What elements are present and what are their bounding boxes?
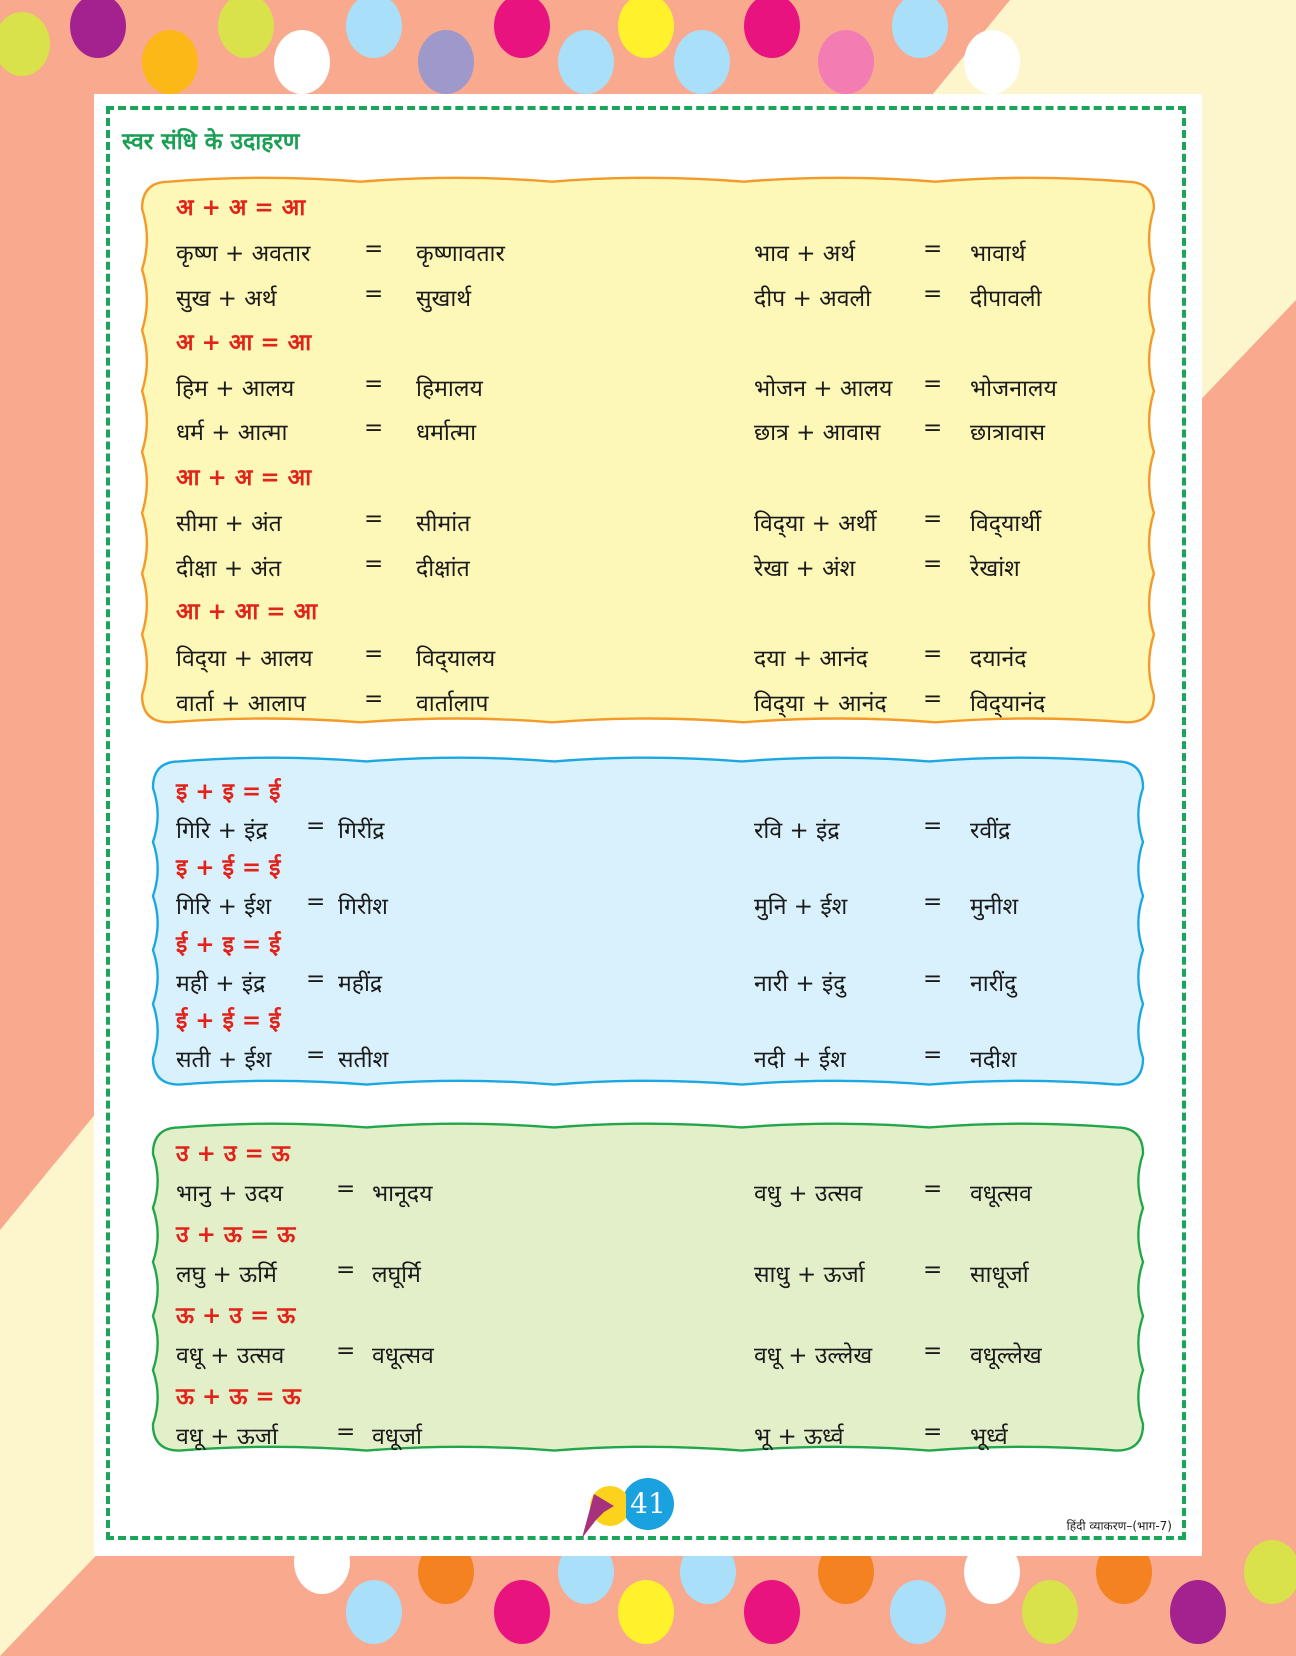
example-left-equals: = <box>364 551 384 577</box>
example-right-result: नदीश <box>970 1047 1017 1073</box>
example-left-equals: = <box>306 813 326 839</box>
example-left-equals: = <box>364 281 384 307</box>
rule-heading: अ + अ = आ <box>176 195 306 221</box>
example-left-equals: = <box>336 1338 356 1364</box>
rule-heading: ऊ + ऊ = ऊ <box>176 1384 301 1410</box>
example-left-term: वधू + उत्सव <box>176 1343 285 1369</box>
example-left-result: सतीश <box>338 1047 389 1073</box>
example-left-result: गिरींद्र <box>338 818 385 844</box>
example-right-result: वधूल्लेख <box>970 1343 1042 1369</box>
example-left-result: वार्तालाप <box>416 691 489 717</box>
example-left-term: दीक्षा + अंत <box>176 556 282 582</box>
example-right-equals: = <box>923 371 943 397</box>
rule-heading: इ + ई = ई <box>176 855 281 881</box>
example-right-result: विद्‌यानंद <box>970 691 1046 717</box>
example-left-result: कृष्णावतार <box>416 241 505 267</box>
example-left-result: हिमालय <box>416 376 483 402</box>
example-right-result: छात्रावास <box>970 420 1046 446</box>
example-right-term: भाव + अर्थ <box>754 241 856 267</box>
example-right-equals: = <box>923 281 943 307</box>
example-right-equals: = <box>923 551 943 577</box>
example-left-equals: = <box>364 686 384 712</box>
example-right-term: विद्‌या + आनंद <box>754 691 887 717</box>
example-right-result: दीपावली <box>970 286 1042 312</box>
example-left-term: हिम + आलय <box>176 376 295 402</box>
example-left-equals: = <box>364 371 384 397</box>
example-left-equals: = <box>306 1042 326 1068</box>
rule-heading: ई + ई = ई <box>176 1008 281 1034</box>
example-right-equals: = <box>923 1257 943 1283</box>
example-left-result: गिरीश <box>338 894 388 920</box>
example-right-equals: = <box>923 1338 943 1364</box>
example-right-term: वधू + उल्लेख <box>754 1343 873 1369</box>
example-left-term: गिरि + इंद्र <box>176 818 268 844</box>
example-right-result: नारींदु <box>970 971 1017 997</box>
example-left-equals: = <box>336 1419 356 1445</box>
rule-heading: इ + इ = ई <box>176 779 281 805</box>
example-right-term: रवि + इंद्र <box>754 818 840 844</box>
example-right-term: मुनि + ईश <box>754 894 848 920</box>
rule-heading: ई + इ = ई <box>176 932 281 958</box>
example-left-term: मही + इंद्र <box>176 971 266 997</box>
rule-heading: उ + ऊ = ऊ <box>176 1222 296 1248</box>
example-right-term: विद्‌या + अर्थी <box>754 511 877 537</box>
example-left-term: वधू + ऊर्जा <box>176 1424 278 1450</box>
example-left-result: विद्‌यालय <box>416 646 496 672</box>
page-number: 41 <box>622 1478 674 1530</box>
example-left-term: सीमा + अंत <box>176 511 282 537</box>
example-right-equals: = <box>923 641 943 667</box>
example-right-equals: = <box>923 813 943 839</box>
example-right-result: भावार्थ <box>970 241 1026 267</box>
example-left-term: लघु + ऊर्मि <box>176 1262 277 1288</box>
rule-heading: आ + अ = आ <box>176 465 312 491</box>
example-left-equals: = <box>364 506 384 532</box>
example-left-term: सती + ईश <box>176 1047 272 1073</box>
example-right-term: भू + ऊर्ध्व <box>754 1424 844 1450</box>
example-left-equals: = <box>364 641 384 667</box>
example-right-result: वधूत्सव <box>970 1181 1032 1207</box>
example-right-term: नारी + इंदु <box>754 971 846 997</box>
example-left-result: सीमांत <box>416 511 471 537</box>
example-right-term: छात्र + आवास <box>754 420 881 446</box>
example-left-equals: = <box>364 415 384 441</box>
example-left-result: दीक्षांत <box>416 556 470 582</box>
example-left-result: लघूर्मि <box>372 1262 421 1288</box>
example-left-term: वार्ता + आलाप <box>176 691 306 717</box>
example-left-result: महींद्र <box>338 971 383 997</box>
example-left-result: सुखार्थ <box>416 286 472 312</box>
example-right-equals: = <box>923 415 943 441</box>
example-right-result: साधूर्जा <box>970 1262 1029 1288</box>
example-left-equals: = <box>336 1176 356 1202</box>
example-right-equals: = <box>923 506 943 532</box>
example-right-equals: = <box>923 1176 943 1202</box>
example-left-term: सुख + अर्थ <box>176 286 277 312</box>
example-left-result: वधूर्जा <box>372 1424 422 1450</box>
example-left-term: धर्म + आत्मा <box>176 420 288 446</box>
example-right-equals: = <box>923 1419 943 1445</box>
example-left-equals: = <box>306 889 326 915</box>
example-left-term: कृष्ण + अवतार <box>176 241 311 267</box>
example-right-term: वधु + उत्सव <box>754 1181 863 1207</box>
example-right-term: दीप + अवली <box>754 286 872 312</box>
example-left-term: विद्‌या + आलय <box>176 646 313 672</box>
example-left-result: भानूदय <box>372 1181 433 1207</box>
example-left-term: गिरि + ईश <box>176 894 272 920</box>
example-right-equals: = <box>923 686 943 712</box>
example-right-result: भोजनालय <box>970 376 1057 402</box>
rule-heading: उ + उ = ऊ <box>176 1141 290 1167</box>
example-right-equals: = <box>923 966 943 992</box>
example-left-result: धर्मात्मा <box>416 420 477 446</box>
example-right-equals: = <box>923 1042 943 1068</box>
example-right-term: साधु + ऊर्जा <box>754 1262 865 1288</box>
example-right-term: नदी + ईश <box>754 1047 846 1073</box>
example-left-term: भानु + उदय <box>176 1181 283 1207</box>
example-right-result: मुनीश <box>970 894 1019 920</box>
example-left-equals: = <box>336 1257 356 1283</box>
example-left-result: वधूत्सव <box>372 1343 434 1369</box>
rule-heading: ऊ + उ = ऊ <box>176 1303 296 1329</box>
example-left-equals: = <box>306 966 326 992</box>
example-left-equals: = <box>364 236 384 262</box>
example-right-result: भूर्ध्व <box>970 1424 1008 1450</box>
example-right-result: विद्‌यार्थी <box>970 511 1041 537</box>
example-right-term: भोजन + आलय <box>754 376 893 402</box>
example-right-result: रेखांश <box>970 556 1020 582</box>
bookmark-ribbon-icon <box>580 1480 626 1540</box>
page-title: स्वर संधि के उदाहरण <box>122 129 300 155</box>
example-right-equals: = <box>923 889 943 915</box>
rule-heading: अ + आ = आ <box>176 330 312 356</box>
example-right-term: दया + आनंद <box>754 646 868 672</box>
book-footer: हिंदी व्याकरण–(भाग-7) <box>1066 1519 1172 1533</box>
example-right-equals: = <box>923 236 943 262</box>
rule-heading: आ + आ = आ <box>176 599 318 625</box>
example-right-term: रेखा + अंश <box>754 556 856 582</box>
example-right-result: दयानंद <box>970 646 1027 672</box>
example-right-result: रवींद्र <box>970 818 1011 844</box>
